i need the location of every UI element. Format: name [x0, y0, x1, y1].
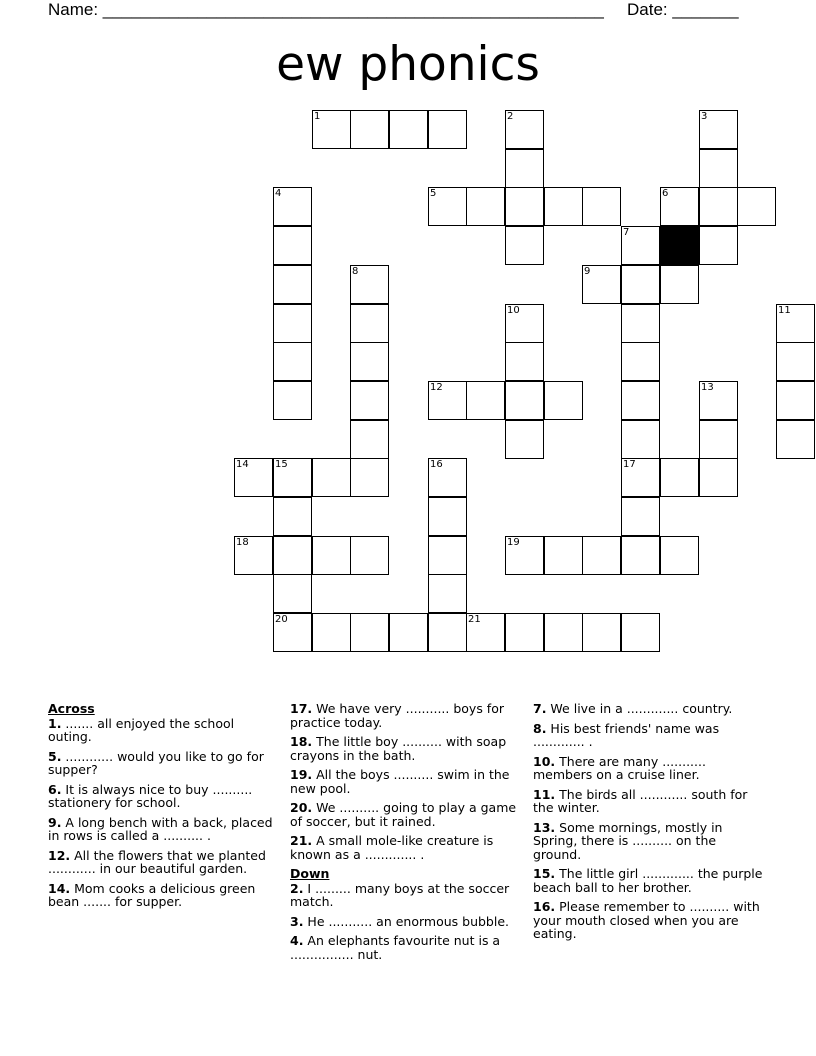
clue-text: Some mornings, mostly in Spring, there is .......... on the ground.	[533, 819, 723, 862]
clue-column-2	[290, 702, 518, 967]
across-clue	[48, 816, 273, 843]
clue-number: 2.	[290, 880, 304, 896]
grid-cell[interactable]	[621, 265, 660, 304]
grid-black-cell	[660, 226, 699, 265]
across-clue	[290, 735, 518, 762]
grid-cell[interactable]	[621, 381, 660, 420]
grid-cell[interactable]	[428, 381, 467, 420]
grid-cell[interactable]	[428, 497, 467, 536]
clue-text: A long bench with a back, placed in rows is called a .......... .	[48, 814, 273, 843]
down-clue	[533, 821, 763, 862]
grid-cell[interactable]	[505, 342, 544, 381]
clue-number-label: 3	[701, 111, 708, 122]
clue-number: 6.	[48, 781, 62, 797]
clue-text: The little boy .......... with soap crayons in the bath.	[290, 734, 507, 763]
clue-number-label: 9	[584, 266, 591, 277]
grid-cell[interactable]	[621, 536, 660, 575]
grid-cell[interactable]	[621, 342, 660, 381]
grid-cell[interactable]	[505, 536, 544, 575]
clue-number: 16.	[533, 899, 556, 914]
grid-cell[interactable]	[428, 536, 467, 575]
grid-cell[interactable]	[428, 613, 467, 652]
grid-cell[interactable]	[273, 574, 312, 613]
across-clue	[48, 783, 273, 810]
grid-cell[interactable]	[737, 187, 776, 226]
across-clue	[48, 882, 273, 909]
clue-text: There are many ........... members on a cruise liner.	[533, 753, 706, 782]
across-clue	[290, 702, 518, 729]
clue-text: A small mole-like creature is known as a ............. .	[290, 833, 494, 862]
clue-number: 18.	[290, 734, 313, 749]
across-heading: Across	[48, 701, 95, 716]
across-clue	[290, 801, 518, 828]
grid-cell[interactable]	[544, 187, 583, 226]
grid-cell[interactable]	[660, 458, 699, 497]
down-clue	[533, 722, 763, 749]
clue-number-label: 6	[662, 188, 669, 199]
name-field-line: Name: _____________________________________________________	[48, 0, 604, 19]
grid-cell[interactable]	[582, 536, 621, 575]
across-clue	[290, 768, 518, 795]
clue-text: I ......... many boys at the soccer match.	[290, 880, 510, 909]
grid-cell[interactable]	[621, 497, 660, 536]
clue-text: It is always nice to buy .......... stationery for school.	[48, 781, 253, 810]
clue-number-label: 1	[314, 111, 321, 122]
grid-cell[interactable]	[389, 613, 428, 652]
clue-column-1	[48, 702, 273, 915]
grid-cell[interactable]	[776, 420, 815, 459]
across-clue	[48, 717, 273, 744]
grid-cell[interactable]	[621, 304, 660, 343]
grid-cell[interactable]	[350, 304, 389, 343]
grid-cell[interactable]	[699, 381, 738, 420]
grid-cell[interactable]	[699, 149, 738, 188]
grid-cell[interactable]	[505, 110, 544, 149]
grid-cell[interactable]	[466, 187, 505, 226]
clue-text: We live in a ............. country.	[546, 701, 733, 716]
grid-cell[interactable]	[350, 458, 389, 497]
grid-cell[interactable]	[660, 265, 699, 304]
grid-cell[interactable]	[312, 613, 351, 652]
clue-number-label: 15	[275, 459, 288, 470]
clue-number-label: 20	[275, 614, 288, 625]
clue-number-label: 11	[778, 305, 791, 316]
clue-number: 1.	[48, 715, 62, 731]
clue-column-3	[533, 702, 763, 947]
clue-number-label: 2	[507, 111, 514, 122]
grid-cell[interactable]	[505, 381, 544, 420]
grid-cell[interactable]	[505, 149, 544, 188]
grid-cell[interactable]	[699, 420, 738, 459]
grid-cell[interactable]	[350, 613, 389, 652]
clue-number-label: 10	[507, 305, 520, 316]
grid-cell[interactable]	[234, 536, 273, 575]
clue-number-label: 8	[352, 266, 359, 277]
grid-cell[interactable]	[350, 420, 389, 459]
down-clue	[533, 755, 763, 782]
clue-text: All the boys .......... swim in the new pool.	[290, 767, 510, 796]
grid-cell[interactable]	[466, 381, 505, 420]
clue-number-label: 18	[236, 537, 249, 548]
down-clue	[533, 867, 763, 894]
grid-cell[interactable]	[273, 381, 312, 420]
clue-number: 11.	[533, 786, 556, 802]
down-clue	[290, 915, 518, 929]
grid-cell[interactable]	[699, 458, 738, 497]
grid-cell[interactable]	[699, 226, 738, 265]
grid-cell[interactable]	[621, 613, 660, 652]
clue-number: 13.	[533, 819, 556, 835]
clue-number: 7.	[533, 701, 547, 716]
grid-cell[interactable]	[312, 536, 351, 575]
grid-cell[interactable]	[350, 381, 389, 420]
clue-number: 4.	[290, 933, 304, 948]
clue-number: 20.	[290, 800, 313, 815]
grid-cell[interactable]	[699, 187, 738, 226]
grid-cell[interactable]	[505, 420, 544, 459]
clue-text: He ........... an enormous bubble.	[303, 913, 510, 929]
clue-number-label: 21	[468, 614, 481, 625]
clue-number-label: 12	[430, 382, 443, 393]
clue-text: The birds all ............ south for the winter.	[533, 786, 748, 815]
clue-number: 14.	[48, 880, 71, 896]
grid-cell[interactable]	[505, 304, 544, 343]
date-field-line: Date: _______	[627, 0, 739, 19]
clue-text: All the flowers that we planted ............ in our beautiful garden.	[48, 847, 266, 876]
clue-number-label: 16	[430, 459, 443, 470]
grid-cell[interactable]	[428, 187, 467, 226]
clue-number: 19.	[290, 767, 313, 782]
across-clue	[48, 750, 273, 777]
clue-number-label: 5	[430, 188, 437, 199]
grid-cell[interactable]	[273, 342, 312, 381]
grid-cell[interactable]	[776, 381, 815, 420]
grid-cell[interactable]	[505, 226, 544, 265]
clue-number: 15.	[533, 866, 556, 881]
grid-cell[interactable]	[389, 110, 428, 149]
grid-cell[interactable]	[582, 187, 621, 226]
puzzle-title: ew phonics	[276, 37, 540, 92]
clue-number: 21.	[290, 833, 313, 848]
grid-cell[interactable]	[273, 497, 312, 536]
clue-number-label: 7	[623, 227, 630, 238]
grid-cell[interactable]	[582, 265, 621, 304]
down-clue	[290, 882, 518, 909]
clue-text: His best friends' name was ............. .	[533, 720, 720, 749]
grid-cell[interactable]	[582, 613, 621, 652]
grid-cell[interactable]	[312, 110, 351, 149]
clue-number: 9.	[48, 814, 62, 830]
across-clue	[48, 849, 273, 876]
grid-cell[interactable]	[273, 187, 312, 226]
grid-cell[interactable]	[273, 265, 312, 304]
clue-text: ....... all enjoyed the school outing.	[48, 715, 235, 744]
grid-cell[interactable]	[621, 458, 660, 497]
grid-cell[interactable]	[273, 226, 312, 265]
grid-cell[interactable]	[544, 536, 583, 575]
grid-cell[interactable]	[428, 110, 467, 149]
grid-cell[interactable]	[544, 613, 583, 652]
grid-cell[interactable]	[505, 613, 544, 652]
clue-text: We have very ........... boys for practice today.	[290, 701, 504, 730]
clue-number: 17.	[290, 701, 313, 716]
grid-cell[interactable]	[621, 226, 660, 265]
clue-number: 10.	[533, 753, 556, 769]
clue-number-label: 17	[623, 459, 636, 470]
grid-cell[interactable]	[350, 265, 389, 304]
down-clue	[533, 900, 763, 941]
grid-cell[interactable]	[273, 458, 312, 497]
clue-number: 5.	[48, 748, 62, 764]
clue-number-label: 4	[275, 188, 282, 199]
grid-cell[interactable]	[234, 458, 273, 497]
clue-text: The little girl ............. the purple beach ball to her brother.	[533, 866, 763, 895]
clue-number-label: 13	[701, 382, 714, 393]
grid-cell[interactable]	[350, 110, 389, 149]
grid-cell[interactable]	[428, 458, 467, 497]
grid-cell[interactable]	[660, 187, 699, 226]
down-heading: Down	[290, 866, 330, 881]
clue-number-label: 14	[236, 459, 249, 470]
grid-cell[interactable]	[350, 536, 389, 575]
grid-cell[interactable]	[699, 110, 738, 149]
clue-text: ............ would you like to go for supper?	[48, 748, 264, 777]
down-clue	[290, 934, 518, 961]
grid-cell[interactable]	[776, 304, 815, 343]
grid-cell[interactable]	[466, 613, 505, 652]
clue-text: An elephants favourite nut is a ................ nut.	[290, 933, 501, 962]
clue-number: 3.	[290, 913, 304, 929]
grid-cell[interactable]	[312, 458, 351, 497]
grid-cell[interactable]	[776, 342, 815, 381]
grid-cell[interactable]	[621, 420, 660, 459]
down-clue	[533, 788, 763, 815]
grid-cell[interactable]	[428, 574, 467, 613]
clue-number: 8.	[533, 720, 547, 736]
clue-text: Mom cooks a delicious green bean ....... for supper.	[48, 880, 256, 909]
grid-cell[interactable]	[505, 187, 544, 226]
grid-cell[interactable]	[544, 381, 583, 420]
clue-text: Please remember to .......... with your mouth closed when you are eating.	[533, 899, 760, 941]
grid-cell[interactable]	[273, 613, 312, 652]
grid-cell[interactable]	[350, 342, 389, 381]
clue-number: 12.	[48, 847, 71, 863]
clue-number-label: 19	[507, 537, 520, 548]
down-clue	[533, 702, 763, 716]
grid-cell[interactable]	[273, 536, 312, 575]
across-clue	[290, 834, 518, 861]
clue-text: We .......... going to play a game of soccer, but it rained.	[290, 800, 517, 829]
grid-cell[interactable]	[660, 536, 699, 575]
grid-cell[interactable]	[273, 304, 312, 343]
